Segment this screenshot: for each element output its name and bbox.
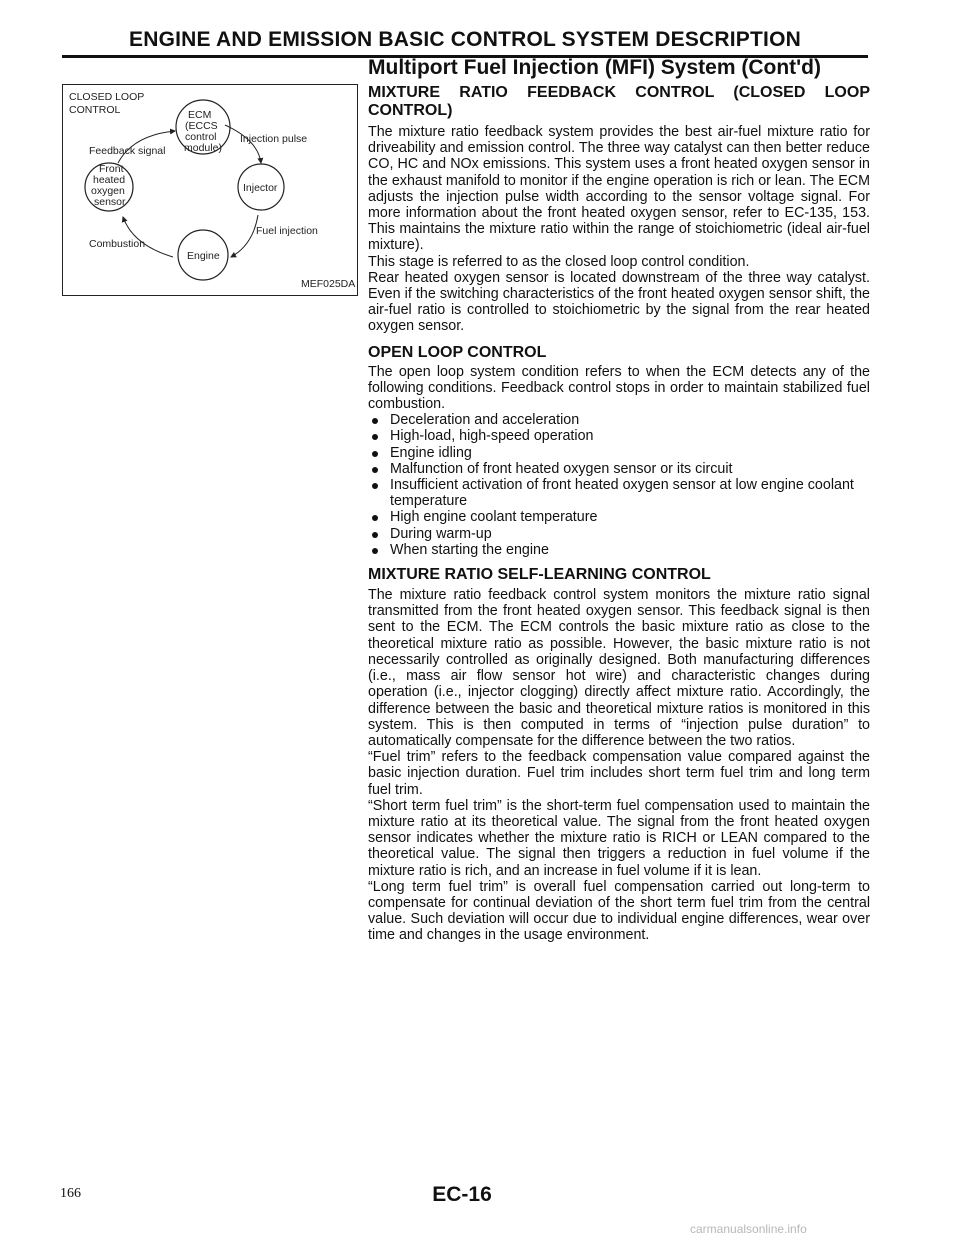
sensor-label-4: sensor bbox=[94, 196, 126, 208]
ecm-label-3: control bbox=[185, 131, 217, 143]
main-text-column bbox=[368, 84, 870, 944]
fuel-injection-label: Fuel injection bbox=[256, 225, 318, 237]
closed-loop-paragraph-2: This stage is referred to as the closed loop control condition. bbox=[368, 253, 750, 270]
combustion-arrow bbox=[123, 217, 173, 257]
list-item: During warm-up bbox=[368, 526, 870, 542]
list-item: High-load, high-speed operation bbox=[368, 428, 870, 444]
engine-label: Engine bbox=[187, 250, 220, 262]
watermark: carmanualsonline.info bbox=[690, 1222, 807, 1236]
sensor-label-3: oxygen bbox=[91, 185, 125, 197]
closed-loop-label-2: CONTROL bbox=[69, 104, 121, 116]
diagram-svg bbox=[63, 85, 357, 295]
list-item: High engine coolant temperature bbox=[368, 509, 870, 525]
self-learning-heading: MIXTURE RATIO SELF-LEARNING CONTROL bbox=[368, 566, 711, 584]
injector-label: Injector bbox=[243, 182, 278, 194]
sensor-label-2: heated bbox=[93, 174, 126, 186]
injection-pulse-label: Injection pulse bbox=[240, 133, 308, 145]
list-item: Insufficient activation of front heated oxygen sensor at low engine coolant temperature bbox=[368, 477, 870, 509]
list-item: When starting the engine bbox=[368, 542, 870, 558]
self-learning-paragraph-1: The mixture ratio feedback control system monitors the mixture ratio signal transmitted from the front heated oxygen sensor. This feedback signal is then sent to the ECM. The ECM controls the basic mixture ratio as close to the theoretical mixture ratio as possible. However, the basic mixture ratio is not necessarily controlled as originally designed. Both manufacturing differences (i.e., mass air flow sensor hot wire) and characteristic changes during operation (i.e., injector clogging) directly affect mixture ratio. Accordingly, the difference between the basic and theoretical mixture ratios is monitored in this system. This is then computed in terms of “injection pulse duration” to automatically compensate for the difference between the two ratios. bbox=[368, 587, 870, 749]
closed-loop-paragraph-1: The mixture ratio feedback system provides the best air-fuel mixture ratio for driveability and emission control. The three way catalyst can then better reduce CO, HC and NOx emissions. This system uses a front heated oxygen sensor in the exhaust manifold to monitor if the engine operation is rich or lean. The ECM adjusts the injection pulse width according to the sensor voltage signal. For more information about the front heated oxygen sensor, refer to EC-135, 153. This maintains the mixture ratio within the range of stoichiometric (ideal air-fuel mixture). bbox=[368, 124, 870, 254]
list-item: Deceleration and acceleration bbox=[368, 412, 870, 428]
section-title: Multiport Fuel Injection (MFI) System (Cont'd) bbox=[368, 56, 821, 79]
ecm-label-4: module) bbox=[184, 142, 222, 154]
figure-code: MEF025DA bbox=[301, 278, 356, 290]
closed-loop-diagram bbox=[62, 84, 358, 296]
self-learning-paragraph-4: “Long term fuel trim” is overall fuel compensation carried out long-term to compensate for continual deviation of the short term fuel trim from the central value. Such deviation will occur due to individual engine differences, wear over time and changes in the usage environment. bbox=[368, 878, 870, 944]
page-code: EC-16 bbox=[432, 1183, 492, 1206]
fuel-arrow bbox=[231, 215, 258, 257]
self-learning-paragraph-2: “Fuel trim” refers to the feedback compensation value compared against the basic injection duration. Fuel trim includes short term fuel trim and long term fuel trim. bbox=[368, 749, 870, 798]
closed-loop-label-1: CLOSED LOOP bbox=[69, 91, 145, 103]
sensor-label-1: Front bbox=[99, 163, 124, 175]
page-number: 166 bbox=[60, 1186, 81, 1201]
list-item: Engine idling bbox=[368, 445, 870, 461]
ecm-label-2: (ECCS bbox=[185, 120, 218, 132]
combustion-label: Combustion bbox=[89, 238, 146, 250]
open-loop-conditions-list bbox=[368, 412, 870, 558]
list-item: Malfunction of front heated oxygen sensor or its circuit bbox=[368, 461, 870, 477]
ecm-label-1: ECM bbox=[188, 109, 212, 121]
open-loop-intro: The open loop system condition refers to when the ECM detects any of the following conditions. Feedback control stops in order to maintain stabilized fuel combustion. bbox=[368, 363, 870, 413]
feedback-signal-label: Feedback signal bbox=[89, 145, 166, 157]
open-loop-heading: OPEN LOOP CONTROL bbox=[368, 343, 547, 361]
self-learning-paragraph-3: “Short term fuel trim” is the short-term fuel compensation used to maintain the mixture ratio at its theoretical value. The signal from the front heated oxygen sensor indicates whether the mixture ratio is RICH or LEAN compared to the theoretical value. The signal then triggers a reduction in fuel volume if the mixture ratio is rich, and an increase in fuel volume if it is lean. bbox=[368, 797, 870, 879]
closed-loop-paragraph-3: Rear heated oxygen sensor is located downstream of the three way catalyst. Even if the switching characteristics of the front heated oxygen sensor shift, the air-fuel ratio is controlled to stoichiometric by the signal from the rear heated oxygen sensor. bbox=[368, 269, 870, 335]
closed-loop-heading: MIXTURE RATIO FEEDBACK CONTROL (CLOSED LOOP CONTROL) bbox=[368, 84, 870, 119]
page-header: ENGINE AND EMISSION BASIC CONTROL SYSTEM DESCRIPTION bbox=[129, 28, 801, 51]
